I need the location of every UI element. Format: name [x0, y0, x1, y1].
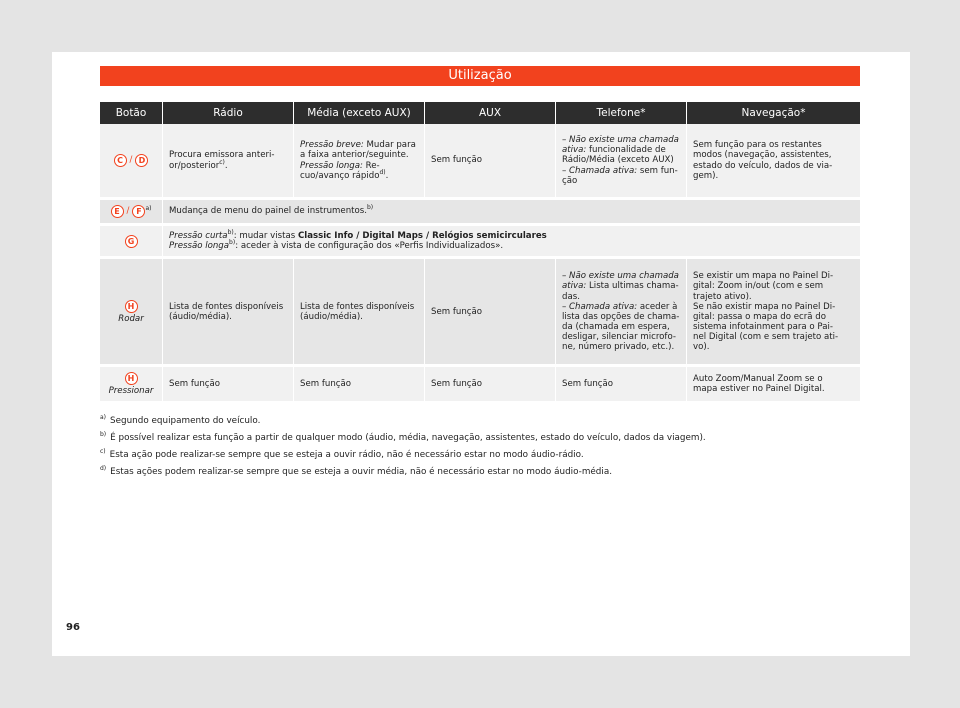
- navigation-cell: [687, 259, 860, 367]
- media-cell: [294, 259, 425, 367]
- section-title: Utilização: [448, 68, 512, 83]
- cell-line: (áudio/média).: [169, 311, 232, 322]
- col-header-aux: AUX: [425, 102, 556, 124]
- cell-text: or/posterior: [169, 160, 220, 171]
- media-cell: Sem função: [294, 367, 425, 404]
- cell-emphasis: ativa:: [562, 281, 587, 292]
- cell-line: Lista de fontes disponíveis: [169, 301, 284, 312]
- footnote-ref: d): [379, 168, 386, 176]
- cell-line: [300, 161, 418, 171]
- cell-line: [169, 231, 854, 241]
- cell-text: Re-: [362, 160, 380, 171]
- cell-text: –: [562, 165, 570, 176]
- cell-line: ne, número privado, etc.).: [562, 342, 675, 353]
- button-cell: [100, 259, 163, 367]
- footnote-text: Estas ações podem realizar-se sempre que se esteja a ouvir média, não é necessário estar no modo áudio-média.: [110, 466, 613, 477]
- footnote-text: Esta ação pode realizar-se sempre que se esteja a ouvir rádio, não é necessário estar no modo áudio-rádio.: [109, 449, 584, 460]
- cell-line: Lista de fontes disponíveis: [300, 301, 415, 312]
- cell-line: Se não existir mapa no Painel Di-: [693, 301, 836, 312]
- media-cell: [294, 124, 425, 200]
- navigation-cell: [687, 367, 860, 404]
- col-header-phone: Telefone*: [556, 102, 687, 124]
- table-header-row: [100, 102, 860, 124]
- cell-emphasis: Pressão curta: [169, 231, 228, 241]
- cell-line: desligar, silenciar microfo-: [562, 332, 676, 343]
- cell-line: trajeto ativo).: [693, 291, 752, 302]
- footnote-text: Segundo equipamento do veículo.: [110, 415, 261, 426]
- cell-text: sem fun-: [637, 165, 678, 176]
- button-cell: [100, 367, 163, 404]
- cell-emphasis: Pressão breve:: [300, 140, 364, 151]
- cell-line: [300, 140, 418, 150]
- key-h-icon: H: [125, 300, 138, 313]
- cell-line: a faixa anterior/seguinte.: [300, 150, 409, 161]
- key-c-icon: C: [114, 154, 127, 167]
- footnote-ref: b): [227, 229, 234, 237]
- cell-line: mapa estiver no Painel Digital.: [693, 384, 825, 395]
- footnote-mark: a): [100, 414, 107, 421]
- table-row: [100, 124, 860, 200]
- cell-line: sistema infotainment para o Pai-: [693, 321, 833, 332]
- col-header-radio: Rádio: [163, 102, 294, 124]
- cell-line: Auto Zoom/Manual Zoom se o: [693, 374, 823, 385]
- radio-cell: [163, 124, 294, 200]
- cell-text: Lista ultimas chama-: [586, 281, 679, 292]
- views-cell: [163, 226, 860, 259]
- key-h-icon: H: [125, 372, 138, 385]
- footnote-mark: b): [100, 430, 107, 438]
- section-header: [100, 66, 860, 86]
- cell-line: gital: Zoom in/out (com e sem: [693, 281, 824, 292]
- cell-line: gital: passa o mapa do ecrã do: [693, 311, 826, 322]
- cell-line: [562, 302, 680, 312]
- footnote-item: [100, 465, 860, 477]
- cell-line: (áudio/média).: [300, 311, 363, 322]
- table-row: [100, 200, 860, 226]
- cell-line: [562, 281, 680, 291]
- cell-text: Mudança de menu do painel de instrumentos.: [169, 206, 367, 217]
- cell-line: [300, 168, 418, 181]
- table-row: [100, 226, 860, 259]
- footnote-ref: b): [367, 204, 374, 212]
- cell-line: Rádio/Média (exceto AUX): [562, 155, 674, 166]
- cell-line: ção: [562, 175, 578, 186]
- cell-line: [169, 241, 854, 251]
- cell-line: lista das opções de chama-: [562, 311, 680, 322]
- key-action-label: Rodar: [118, 313, 144, 324]
- cell-emphasis: Pressão longa: [169, 241, 230, 252]
- col-header-navigation: Navegação*: [687, 102, 860, 124]
- footnote-text: É possível realizar esta função a partir de qualquer modo (áudio, média, navegação, assistentes, estado do veículo, dados da viagem).: [110, 432, 706, 443]
- footnote-item: [100, 414, 860, 426]
- key-f-icon: F: [132, 205, 145, 218]
- cell-line: [562, 145, 680, 155]
- key-separator: /: [129, 155, 133, 166]
- footnote-item: [100, 431, 860, 443]
- footnote-ref: b): [229, 239, 236, 247]
- aux-cell: Sem função: [425, 367, 556, 404]
- cell-bold: Classic Info / Digital Maps / Relógios semicirculares: [297, 231, 547, 241]
- cell-line: – Não existe uma chamada: [562, 271, 679, 282]
- footnote-item: [100, 448, 860, 460]
- phone-cell: [556, 124, 687, 200]
- cell-text: –: [562, 301, 570, 312]
- cell-line: Sem função para os restantes: [693, 140, 822, 151]
- cell-text: cuo/avanço rápido: [300, 170, 380, 181]
- cell-line: nel Digital (com e sem trajeto ati-: [693, 332, 839, 343]
- cell-line: Procura emissora anteri-: [169, 150, 275, 161]
- col-header-media: Média (exceto AUX): [294, 102, 425, 124]
- cell-text: : aceder à vista de configuração dos «Perfis Individualizados».: [235, 241, 504, 252]
- phone-cell: [556, 259, 687, 367]
- button-cell: [100, 200, 163, 226]
- footnotes: [100, 414, 860, 482]
- key-separator: /: [126, 206, 130, 217]
- col-header-button: Botão: [100, 102, 163, 124]
- navigation-cell: [687, 124, 860, 200]
- key-g-icon: G: [125, 235, 138, 248]
- table-row: [100, 259, 860, 367]
- page-number: 96: [66, 622, 80, 633]
- cell-line: vo).: [693, 342, 710, 353]
- aux-cell: Sem função: [425, 124, 556, 200]
- cell-text: aceder à: [637, 301, 678, 312]
- cell-emphasis: Chamada ativa:: [569, 301, 638, 312]
- cell-line: da (chamada em espera,: [562, 321, 670, 332]
- cell-line: modos (navegação, assistentes,: [693, 150, 832, 161]
- key-e-icon: E: [111, 205, 124, 218]
- cell-text: : mudar vistas: [233, 231, 298, 241]
- button-cell: [100, 124, 163, 200]
- cell-line: or/posterior$^{c)}$.: [169, 158, 228, 171]
- controls-table: [100, 102, 860, 404]
- key-action-label: Pressionar: [108, 386, 154, 397]
- cell-emphasis: ativa:: [562, 145, 587, 156]
- cell-line: [562, 166, 680, 176]
- cell-emphasis: Chamada ativa:: [569, 165, 638, 176]
- footnote-mark: d): [100, 464, 107, 472]
- instrument-menu-cell: [163, 200, 860, 226]
- cell-text: .: [385, 170, 389, 181]
- footnote-ref: c): [219, 158, 225, 166]
- button-cell: [100, 226, 163, 259]
- cell-line: das.: [562, 291, 580, 302]
- radio-cell: [163, 259, 294, 367]
- cell-line: gem).: [693, 170, 719, 181]
- footnote-ref: a): [145, 205, 152, 213]
- cell-line: – Não existe uma chamada: [562, 135, 679, 146]
- cell-text: funcionalidade de: [586, 145, 666, 156]
- footnote-mark: c): [100, 447, 106, 455]
- radio-cell: Sem função: [163, 367, 294, 404]
- cell-line: Se existir um mapa no Painel Di-: [693, 271, 834, 282]
- table-row: [100, 367, 860, 404]
- cell-line: estado do veículo, dados de via-: [693, 160, 833, 171]
- phone-cell: Sem função: [556, 367, 687, 404]
- cell-emphasis: Pressão longa:: [300, 160, 363, 171]
- cell-text: Mudar para: [363, 140, 416, 151]
- aux-cell: Sem função: [425, 259, 556, 367]
- key-d-icon: D: [135, 154, 148, 167]
